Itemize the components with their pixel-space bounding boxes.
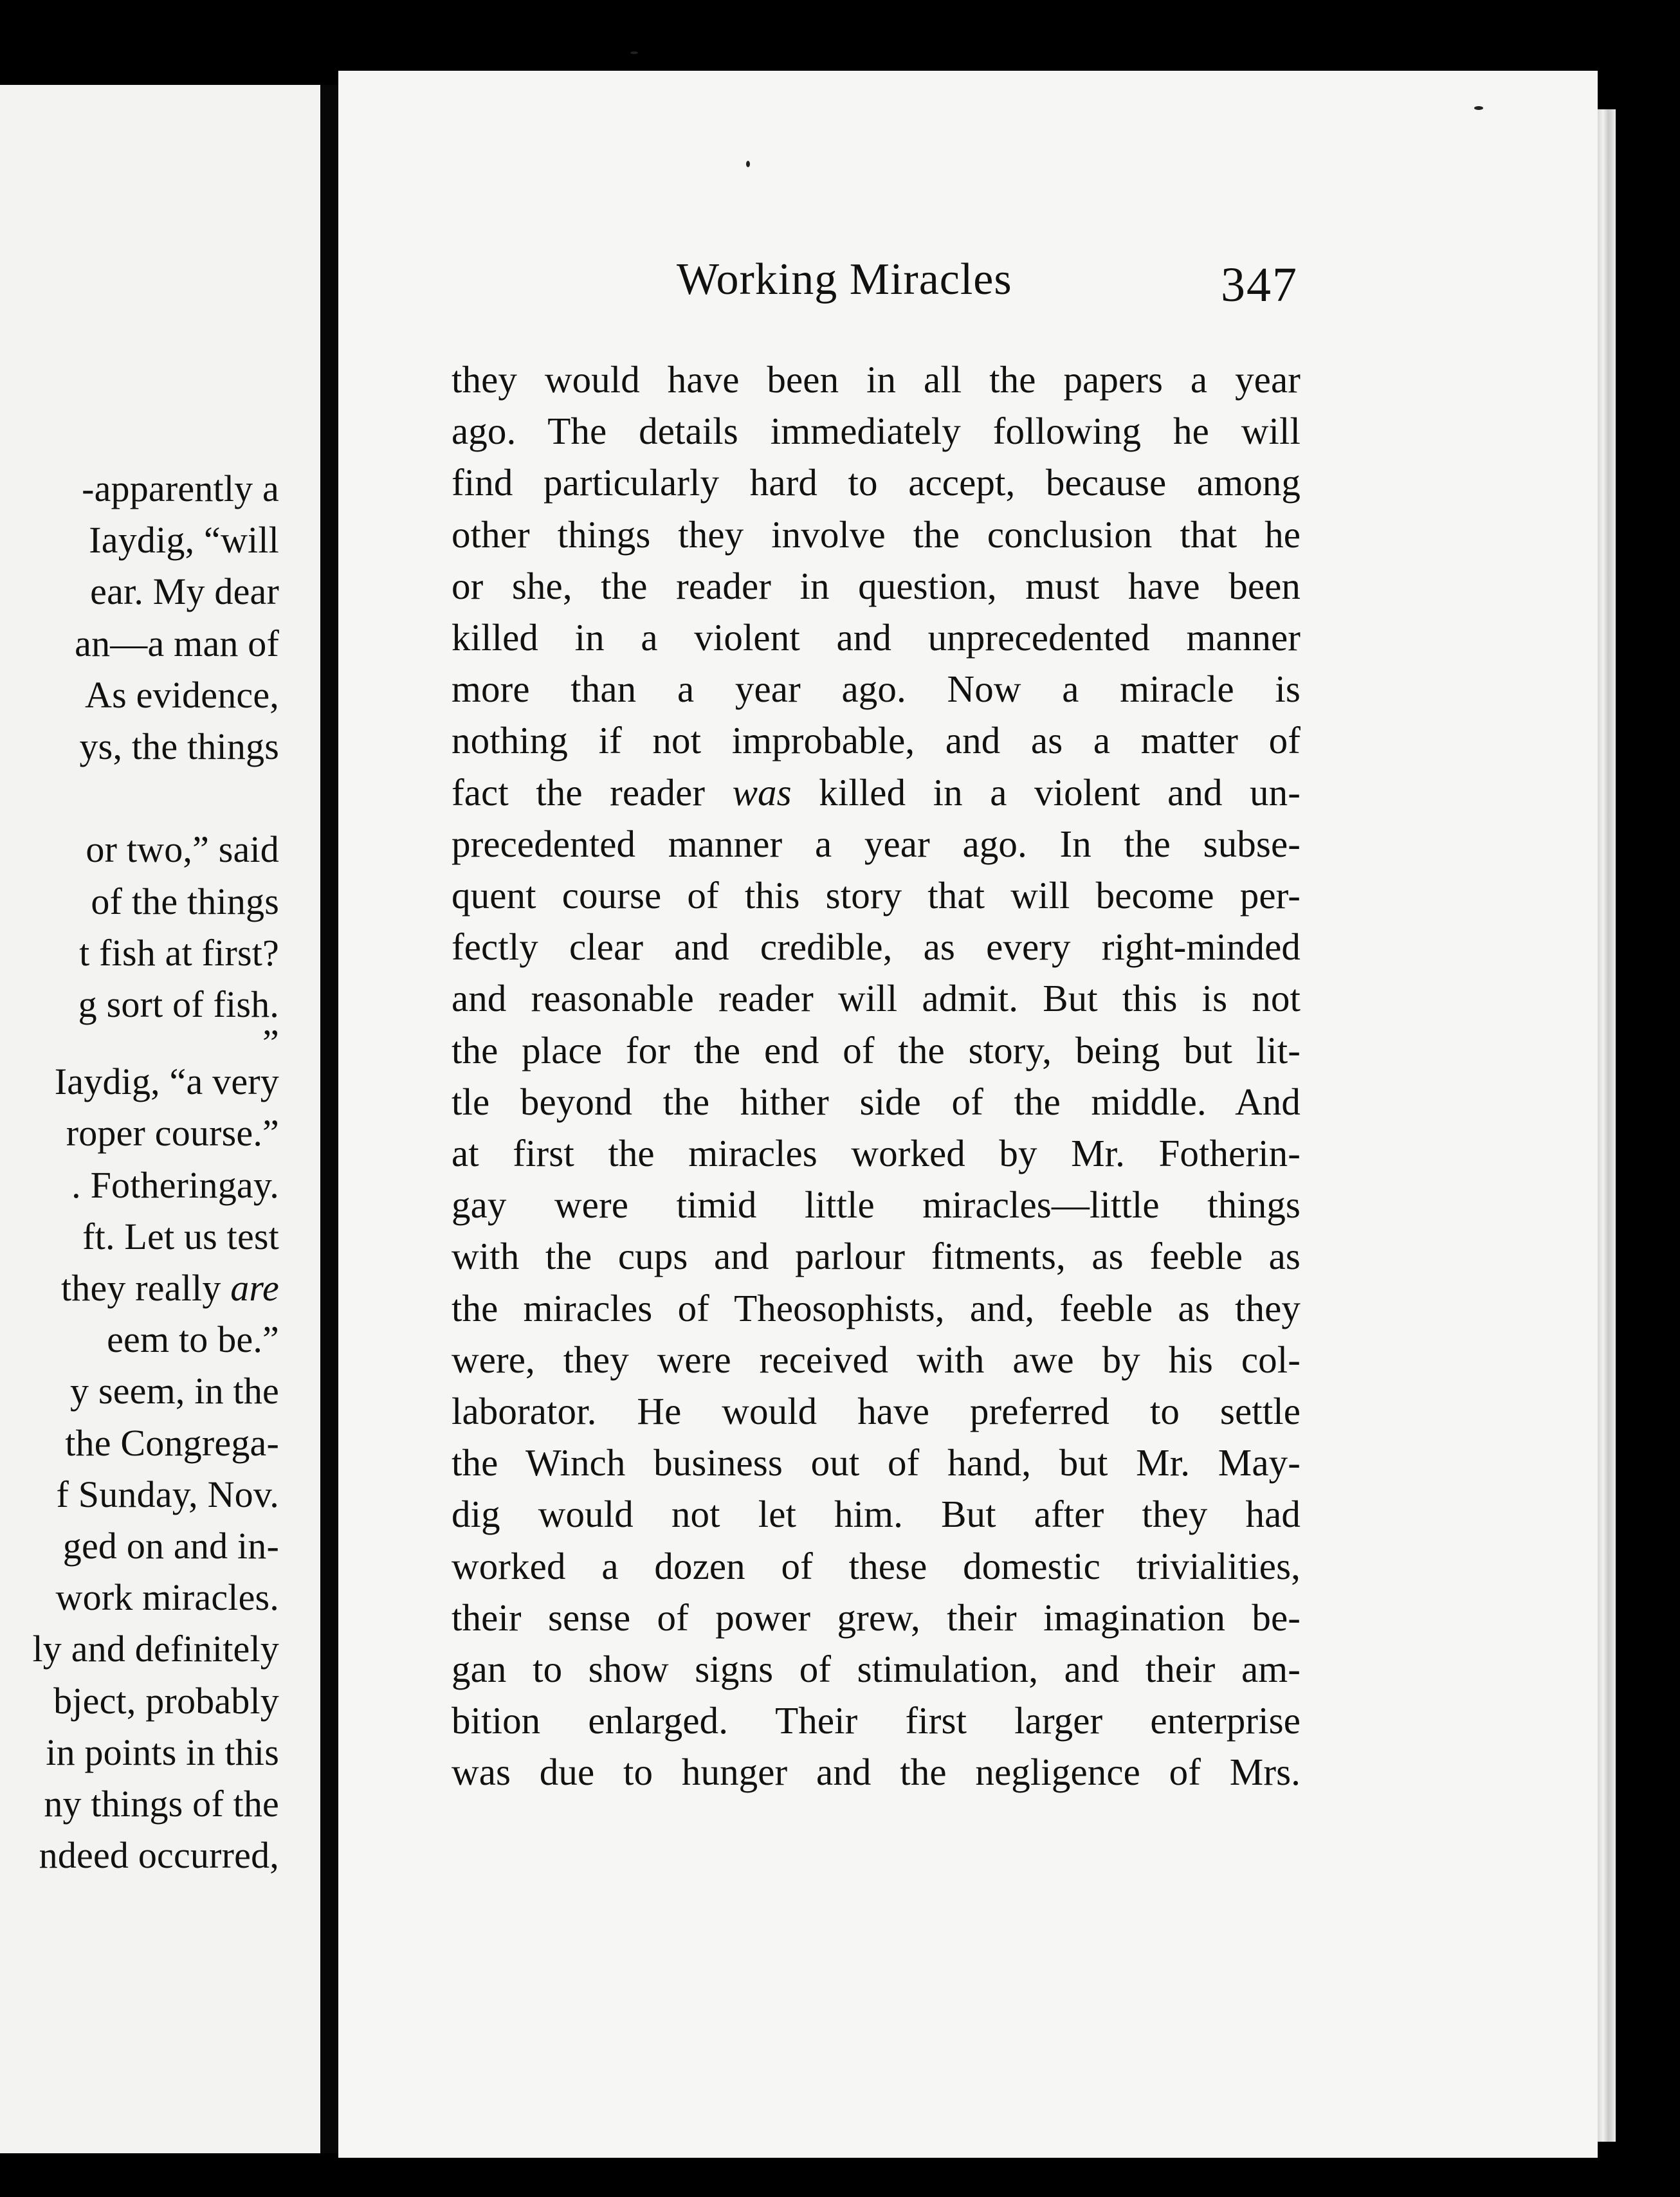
emphasis: was [732,770,792,814]
page-title: Working Miracles [677,255,1012,304]
left-line: ged on and in- [62,1525,279,1567]
left-line: As evidence, [85,673,279,716]
left-line: g sort of fish. [78,983,279,1026]
left-line: y seem, in the [70,1370,279,1412]
left-page [0,85,320,2153]
running-head [0,251,1680,315]
left-line: ny things of the [44,1783,279,1825]
text-line: dig would not let him. But after they had [452,1493,1301,1536]
text-line: find particularly hard to accept, because among [452,461,1301,504]
left-page-text [0,463,279,1881]
body-text [452,354,1301,1798]
left-line: Iaydig, “a very [54,1061,279,1103]
speck [1474,106,1483,110]
left-line: eem to be.” [107,1318,279,1361]
text-line: or she, the reader in question, must have been [452,564,1301,607]
left-line: they really are [60,1267,279,1309]
left-line: in points in this [46,1731,279,1773]
left-line: ndeed occurred, [39,1834,279,1877]
text-line: bition enlarged. Their first larger enterprise [452,1699,1301,1742]
text-line: more than a year ago. Now a miracle is [452,668,1301,711]
left-line: the Congrega- [65,1421,279,1464]
left-line: work miracles. [55,1576,279,1619]
text-line: killed in a violent and unprecedented manner [452,616,1301,659]
text-line: the place for the end of the story, being but lit- [452,1028,1301,1071]
text-line: quent course of this story that will become per- [452,874,1301,917]
left-line: of the things [91,880,279,922]
book-gutter [320,85,338,2153]
text-line: ago. The details immediately following he will [452,410,1301,453]
text-line: the Winch business out of hand, but Mr. May- [452,1441,1301,1484]
left-line: ear. My dear [90,570,279,613]
text-line: were, they were received with awe by his col- [452,1338,1301,1381]
left-line: -apparently a [82,468,279,509]
left-line: ” [262,1022,279,1064]
text-line: gay were timid little miracles—little things [452,1183,1301,1226]
left-line: Iaydig, “will [89,519,279,561]
text-line: at first the miracles worked by Mr. Fotherin- [452,1132,1301,1175]
left-line: ly and definitely [32,1628,279,1670]
text-line: precedented manner a year ago. In the subse- [452,822,1301,865]
text-line: fectly clear and credible, as every right-minded [452,925,1301,969]
text-line: their sense of power grew, their imagination be- [452,1596,1301,1639]
left-line: f Sunday, Nov. [56,1473,279,1515]
text-line: was due to hunger and the negligence of Mrs. [452,1751,1301,1794]
page-edge [1598,109,1616,2142]
emphasis: are [230,1267,279,1309]
speck [746,161,750,167]
text-line: tle beyond the hither side of the middle. And [452,1080,1301,1123]
text-line: laborator. He would have preferred to settle [452,1390,1301,1433]
text-line: and reasonable reader will admit. But this is not [452,977,1301,1020]
text-line: fact the reader was killed in a violent and un- [452,770,1301,814]
text-line: worked a dozen of these domestic trivialities, [452,1544,1301,1587]
left-line: or two,” said [86,828,279,871]
left-line: an—a man of [75,622,279,664]
text-line: gan to show signs of stimulation, and their am- [452,1648,1301,1691]
text-line: the miracles of Theosophists, and, feeble as they [452,1286,1301,1329]
text-line: with the cups and parlour fitments, as feeble as [452,1235,1301,1278]
text-line: they would have been in all the papers a year [452,358,1301,401]
text-line: nothing if not improbable, and as a matter of [452,719,1301,762]
speck [630,51,638,54]
left-line [0,772,279,824]
page-number: 347 [1221,258,1298,312]
left-line: ys, the things [79,725,279,768]
text-line: other things they involve the conclusion that he [452,513,1301,556]
left-line: t fish at first? [79,931,279,974]
left-line: . Fotheringay. [71,1163,279,1206]
left-line: bject, probably [53,1679,279,1722]
left-line: ft. Let us test [82,1215,279,1257]
left-line: roper course.” [66,1112,279,1154]
